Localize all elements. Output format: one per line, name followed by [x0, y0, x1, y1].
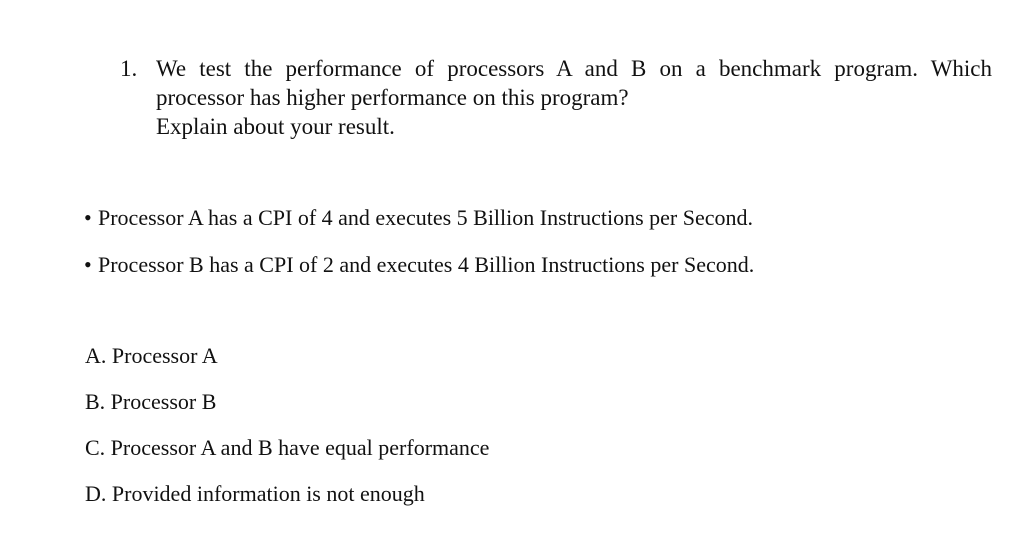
fact-text: Processor B has a CPI of 2 and executes 4 Billion Instructions per Second.: [98, 252, 755, 277]
question-number: 1.: [120, 56, 138, 81]
question-line: processor has higher performance on this program?: [156, 85, 629, 110]
question-line: Explain about your result.: [156, 114, 395, 139]
option-d[interactable]: D. Provided information is not enough: [85, 481, 425, 506]
question: [120, 54, 992, 141]
bullet-icon: •: [84, 205, 92, 230]
option-a[interactable]: A. Processor A: [85, 343, 218, 368]
question-text: [156, 54, 992, 141]
fact-text: Processor A has a CPI of 4 and executes 5 Billion Instructions per Second.: [98, 205, 754, 230]
fact-item-processor-b: [84, 250, 754, 280]
question-line: We test the performance of processors A and B on a benchmark program. Which: [156, 56, 992, 81]
option-c[interactable]: C. Processor A and B have equal performance: [85, 435, 490, 460]
given-facts-list: [84, 203, 754, 297]
option-b[interactable]: B. Processor B: [85, 389, 217, 414]
fact-item-processor-a: [84, 203, 754, 233]
bullet-icon: •: [84, 252, 92, 277]
answer-options: [85, 341, 489, 525]
